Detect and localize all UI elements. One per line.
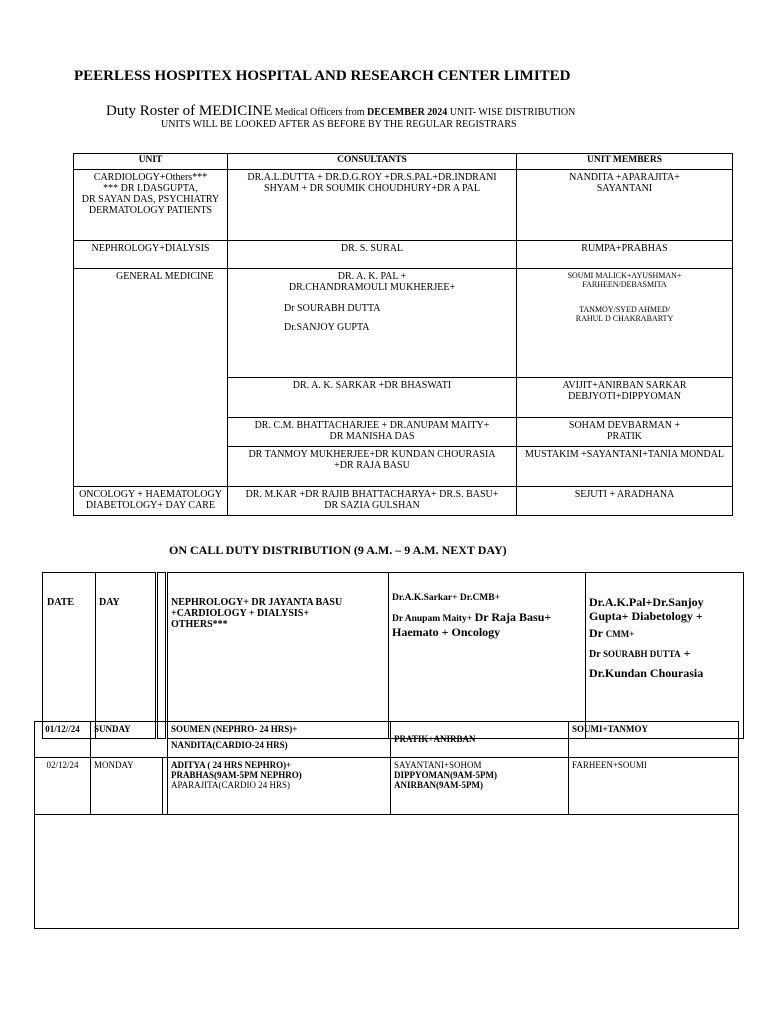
consultant-line: DR TANMOY MUKHERJEE+DR KUNDAN CHOURASIA bbox=[248, 449, 496, 460]
header-line: Dr.Kundan Chourasia bbox=[589, 666, 704, 680]
roster-pal-unit: FARHEEN+SOUMI bbox=[569, 758, 739, 815]
header-line: Dr.A.K.Pal+Dr.Sanjoy bbox=[589, 595, 704, 609]
unit-cell: NEPHROLOGY+DIALYSIS bbox=[74, 241, 228, 269]
consultants-cell bbox=[228, 418, 517, 447]
unit-row-general-medicine bbox=[74, 269, 733, 378]
units-header-row bbox=[74, 154, 733, 170]
units-table bbox=[73, 153, 733, 516]
roster-date: 02/12/24 bbox=[35, 758, 91, 815]
roster-row bbox=[35, 758, 739, 815]
consultant-line: Dr SOURABH DUTTA bbox=[284, 303, 381, 314]
header-line: Haemato + Oncology bbox=[392, 625, 501, 639]
pal-unit-header bbox=[586, 573, 744, 739]
subtitle-month: DECEMBER 2024 bbox=[367, 107, 448, 118]
consultants-cell bbox=[228, 170, 517, 241]
sarkar-unit-header bbox=[389, 573, 586, 739]
member-line: PRATIK bbox=[606, 431, 642, 442]
roster-pal-unit: SOUMI+TANMOY bbox=[569, 722, 739, 758]
member-line: DEBJYOTI+DIPPYOMAN bbox=[568, 391, 681, 402]
unit-row-cardiology bbox=[74, 170, 733, 241]
roster-nephrology-cardiology: SOUMEN (NEPHRO- 24 HRS)+ NANDITA(CARDIO-24 HRS) bbox=[168, 722, 391, 758]
member-line: AVIJIT+ANIRBAN SARKAR bbox=[562, 380, 687, 391]
members-cell: RUMPA+PRABHAS bbox=[517, 241, 733, 269]
consultant-line: SHYAM + DR SOUMIK CHOUDHURY+DR A PAL bbox=[264, 183, 480, 194]
header-unit: UNIT bbox=[74, 154, 228, 170]
roster-row bbox=[35, 722, 739, 758]
unit-line: DR SAYAN DAS, PSYCHIATRY bbox=[81, 194, 220, 205]
unit-cell bbox=[74, 487, 228, 516]
unit-line: CARDIOLOGY+Others*** bbox=[93, 172, 208, 183]
roster-sarkar-unit: SAYANTANI+SOHOM DIPPYOMAN(9AM-5PM) ANIRBAN(9AM-5PM) bbox=[391, 758, 569, 815]
on-call-title: ON CALL DUTY DISTRIBUTION (9 A.M. – 9 A.M. NEXT DAY) bbox=[169, 543, 507, 557]
consultants-cell bbox=[228, 487, 517, 516]
consultant-line: DR. A. K. PAL + bbox=[337, 271, 407, 282]
consultant-line: DR.CHANDRAMOULI MUKHERJEE+ bbox=[288, 282, 456, 293]
unit-row-oncology bbox=[74, 487, 733, 516]
header-line: Gupta+ Diabetology + bbox=[589, 609, 703, 623]
separator-cell bbox=[157, 573, 167, 739]
members-cell bbox=[517, 447, 733, 487]
members-cell bbox=[517, 170, 733, 241]
member-line: RAHUL D CHAKRABARTY bbox=[575, 314, 674, 323]
member-line: NANDITA +APARAJITA+ bbox=[569, 172, 680, 183]
subtitle-suffix: UNIT- WISE DISTRIBUTION bbox=[447, 107, 576, 118]
nephrology-cardiology-header bbox=[167, 573, 389, 739]
unit-line: ONCOLOGY + HAEMATOLOGY bbox=[79, 489, 222, 500]
member-line: SOUMI MALICK+AYUSHMAN+ bbox=[567, 271, 682, 280]
header-line: Dr CMM+ bbox=[589, 626, 635, 640]
document-title: PEERLESS HOSPITEX HOSPITAL AND RESEARCH CENTER LIMITED bbox=[74, 68, 571, 84]
on-call-header-row bbox=[43, 573, 744, 739]
consultant-line: DR.A.L.DUTTA + DR.D.G.ROY +DR.S.PAL+DR.INDRANI bbox=[247, 172, 497, 183]
subtitle-prefix: Duty Roster of MEDICINE bbox=[106, 103, 273, 119]
roster-sarkar-unit: PRATIK+ANIRBAN bbox=[391, 722, 569, 758]
members-cell bbox=[517, 269, 733, 378]
consultant-line: DR SAZIA GULSHAN bbox=[324, 500, 420, 511]
unit-line: DERMATOLOGY PATIENTS bbox=[88, 205, 213, 216]
member-line: SAYANTANI bbox=[596, 183, 653, 194]
header-line: +CARDIOLOGY + DIALYSIS+ bbox=[171, 608, 310, 619]
roster-nephrology-cardiology: ADITYA ( 24 HRS NEPHRO)+ PRABHAS(9AM-5PM NEPHRO) APARAJITA(CARDIO 24 HRS) bbox=[168, 758, 391, 815]
member-line: TANMOY/SYED AHMED/ bbox=[579, 305, 670, 314]
date-header: DATE bbox=[43, 573, 96, 739]
unit-line: *** DR I.DASGUPTA, bbox=[103, 183, 198, 194]
consultants-cell: DR. S. SURAL bbox=[228, 241, 517, 269]
unit-line: DIABETOLOGY+ DAY CARE bbox=[85, 500, 216, 511]
members-cell bbox=[517, 418, 733, 447]
consultant-line: DR MANISHA DAS bbox=[329, 431, 415, 442]
on-call-header-table bbox=[42, 572, 744, 739]
header-line: OTHERS*** bbox=[171, 619, 228, 630]
roster-date: 01/12//24 bbox=[35, 722, 91, 758]
consultant-line: DR. A. K. SARKAR +DR BHASWATI bbox=[292, 380, 452, 391]
subtitle-mid: Medical Officers from bbox=[272, 107, 368, 118]
roster-subtitle bbox=[106, 102, 575, 120]
roster-empty-area bbox=[34, 814, 739, 929]
header-line: Dr Anupam Maity+ Dr Raja Basu+ bbox=[392, 610, 552, 624]
unit-row-nephrology bbox=[74, 241, 733, 269]
header-unit-members: UNIT MEMBERS bbox=[517, 154, 733, 170]
consultants-cell bbox=[228, 447, 517, 487]
member-line: SEJUTI + ARADHANA bbox=[574, 489, 675, 500]
header-line: NEPHROLOGY+ DR JAYANTA BASU bbox=[171, 597, 343, 608]
header-line: Dr SOURABH DUTTA + bbox=[589, 646, 691, 660]
header-line: Dr.A.K.Sarkar+ Dr.CMB+ bbox=[392, 593, 501, 603]
consultant-line: +DR RAJA BASU bbox=[334, 460, 410, 471]
members-cell bbox=[517, 378, 733, 418]
unit-cell bbox=[74, 170, 228, 241]
members-cell bbox=[517, 487, 733, 516]
registrar-note: UNITS WILL BE LOOKED AFTER AS BEFORE BY THE REGULAR REGISTRARS bbox=[161, 119, 517, 130]
consultant-line: DR. M.KAR +DR RAJIB BHATTACHARYA+ DR.S. BASU+ bbox=[245, 489, 499, 500]
unit-cell: GENERAL MEDICINE bbox=[74, 269, 228, 487]
consultant-line: Dr.SANJOY GUPTA bbox=[284, 322, 370, 333]
header-consultants: CONSULTANTS bbox=[228, 154, 517, 170]
day-header: DAY bbox=[96, 573, 157, 739]
member-line: FARHEEN/DEBASMITA bbox=[582, 280, 667, 289]
member-line: MUSTAKIM +SAYANTANI+TANIA MONDAL bbox=[524, 449, 725, 460]
consultant-line: DR. C.M. BHATTACHARJEE + DR.ANUPAM MAITY+ bbox=[254, 420, 490, 431]
consultants-cell bbox=[228, 269, 517, 378]
member-line: SOHAM DEVBARMAN + bbox=[568, 420, 681, 431]
consultants-cell bbox=[228, 378, 517, 418]
roster-day: SUNDAY bbox=[91, 722, 163, 758]
roster-day: MONDAY bbox=[91, 758, 163, 815]
on-call-roster-table bbox=[34, 721, 739, 815]
